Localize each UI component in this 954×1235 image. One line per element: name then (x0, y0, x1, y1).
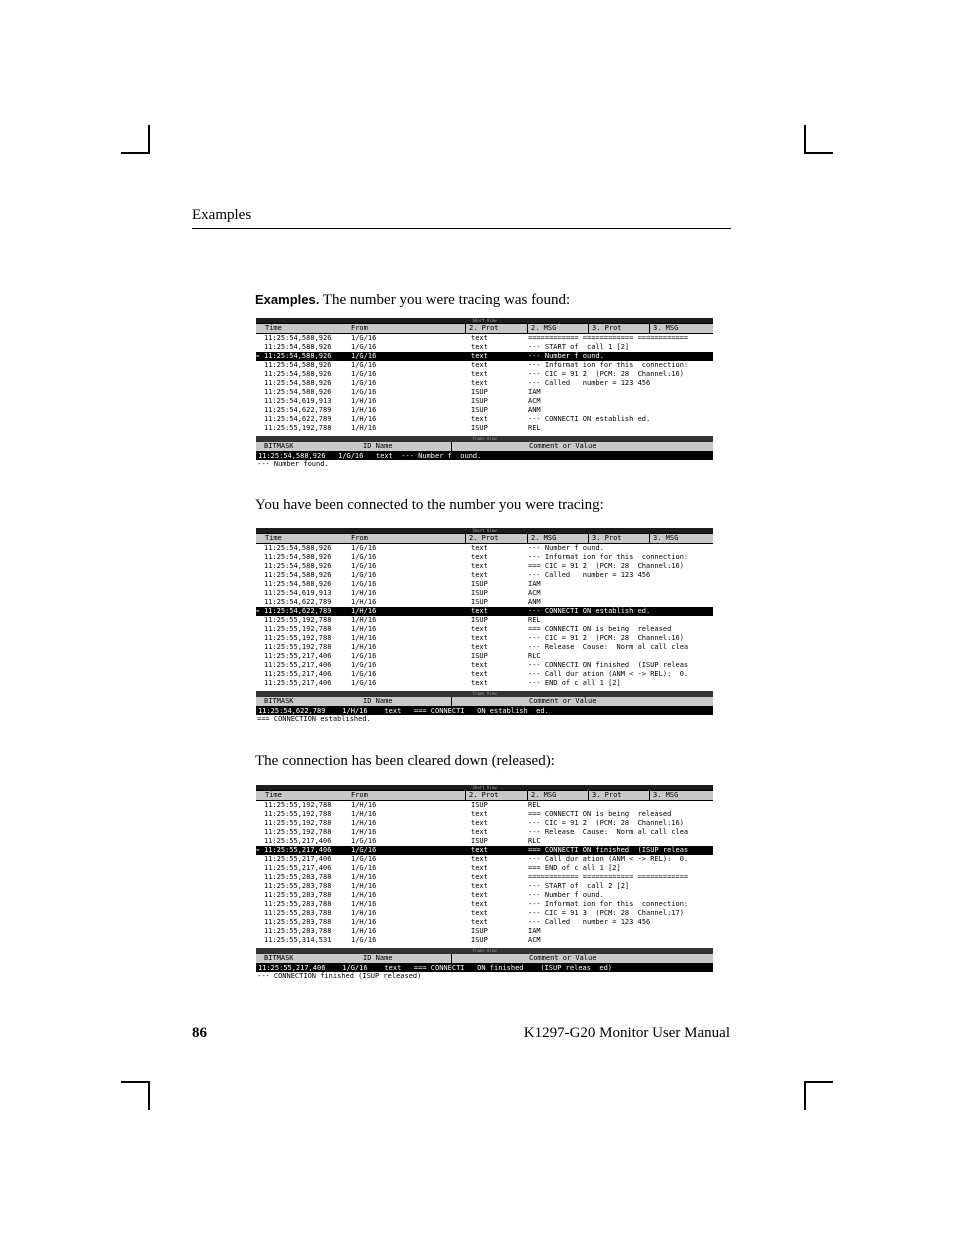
cell-time: 11:25:54,588,926 (264, 370, 332, 378)
cell-msg: REL (528, 616, 541, 624)
frame-view-titlebar: Frame View (256, 691, 713, 697)
cell-from: 1/G/16 (351, 334, 377, 342)
table-row[interactable] (256, 882, 713, 891)
cell-msg: REL (528, 424, 541, 432)
caption-connected: You have been connected to the number you were tracing: (255, 497, 604, 513)
cell-from: 1/H/16 (351, 616, 377, 624)
cell-from: 1/H/16 (351, 397, 377, 405)
cell-time: 11:25:55,192,788 (264, 424, 332, 432)
crop-mark-bottom-right-v (804, 1081, 806, 1110)
cell-prot: text (471, 553, 488, 561)
cell-time: 11:25:55,192,788 (264, 625, 332, 633)
cell-prot: ISUP (471, 397, 488, 405)
cell-prot: text (471, 873, 488, 881)
col-bitmask-header: BITMASK (264, 697, 294, 705)
cell-time: 11:25:55,283,788 (264, 900, 332, 908)
cell-prot: ISUP (471, 652, 488, 660)
cell-time: 11:25:55,217,406 (264, 846, 332, 854)
cell-time: 11:25:55,283,788 (264, 873, 332, 881)
cell-from: 1/G/16 (351, 388, 377, 396)
cell-prot: text (471, 379, 488, 387)
cell-prot: text (471, 810, 488, 818)
cell-from: 1/G/16 (351, 864, 377, 872)
col-msg2-header: 2. MSG (531, 791, 557, 799)
cell-time: 11:25:54,622,789 (264, 607, 332, 615)
cell-time: 11:25:55,217,406 (264, 661, 332, 669)
col-comment-header: Comment or Value (529, 697, 597, 705)
table-row[interactable] (256, 562, 713, 571)
frame-detail-line: === CONNECTION established. (257, 715, 371, 723)
cell-prot: text (471, 846, 488, 854)
cell-msg: --- START of call 2 [2] (528, 882, 630, 890)
cell-prot: ISUP (471, 616, 488, 624)
table-row[interactable] (256, 415, 713, 424)
column-divider (649, 324, 650, 333)
cell-prot: ISUP (471, 424, 488, 432)
cell-prot: text (471, 855, 488, 863)
table-row[interactable] (256, 580, 713, 589)
cell-msg: ============ ============ ============ (528, 334, 689, 342)
cell-prot: ISUP (471, 598, 488, 606)
cell-prot: text (471, 370, 488, 378)
table-row[interactable] (256, 598, 713, 607)
cell-from: 1/G/16 (351, 343, 377, 351)
cell-time: 11:25:55,283,788 (264, 882, 332, 890)
cell-from: 1/G/16 (351, 352, 377, 360)
selection-arrow-icon: ⇒ (255, 352, 260, 360)
table-row[interactable] (256, 828, 713, 837)
cell-prot: text (471, 334, 488, 342)
header-rule (192, 228, 731, 229)
table-row[interactable] (256, 607, 713, 616)
table-row[interactable] (256, 801, 713, 810)
cell-msg: === CONNECTI ON is being released (528, 810, 672, 818)
col-comment-header: Comment or Value (529, 954, 597, 962)
cell-msg: --- CONNECTI ON finished (ISUP releas (528, 661, 689, 669)
cell-time: 11:25:54,588,926 (264, 379, 332, 387)
cell-msg: --- Informat ion for this connection: (528, 553, 689, 561)
table-row[interactable] (256, 846, 713, 855)
cell-from: 1/H/16 (351, 589, 377, 597)
cell-msg: --- CIC = 91 2 (PCM: 28 Channel:16) (528, 634, 684, 642)
caption-intro-text: The number you were tracing was found: (319, 292, 571, 308)
cell-time: 11:25:55,217,406 (264, 864, 332, 872)
cell-prot: text (471, 352, 488, 360)
table-row[interactable] (256, 918, 713, 927)
frame-view-header-row (256, 442, 713, 452)
cell-msg: --- Number f ound. (528, 544, 604, 552)
cell-from: 1/G/16 (351, 661, 377, 669)
cell-prot: ISUP (471, 589, 488, 597)
frame-view-header-row (256, 954, 713, 964)
table-row[interactable] (256, 927, 713, 936)
table-row[interactable] (256, 424, 713, 433)
col-from-header: From (351, 324, 368, 332)
cell-from: 1/G/16 (351, 361, 377, 369)
cell-from: 1/G/16 (351, 379, 377, 387)
cell-prot: text (471, 361, 488, 369)
table-row[interactable] (256, 370, 713, 379)
cell-msg: IAM (528, 927, 541, 935)
cell-prot: text (471, 670, 488, 678)
caption-released: The connection has been cleared down (released): (255, 753, 555, 769)
col-prot3-header: 3. Prot (592, 791, 622, 799)
cell-msg: === CONNECTI ON finished (ISUP releas (528, 846, 689, 854)
cell-msg: ============ ============ ============ (528, 873, 689, 881)
caption-intro (255, 292, 570, 309)
frame-view-header-row (256, 697, 713, 707)
cell-msg: === END of c all 1 [2] (528, 864, 621, 872)
cell-prot: text (471, 607, 488, 615)
cell-msg: --- END of c all 1 [2] (528, 679, 621, 687)
crop-mark-top-right-v (804, 125, 806, 154)
cell-msg: --- CONNECTI ON establish ed. (528, 415, 651, 423)
table-row[interactable] (256, 855, 713, 864)
cell-time: 11:25:54,588,926 (264, 334, 332, 342)
cell-from: 1/G/16 (351, 370, 377, 378)
cell-from: 1/H/16 (351, 828, 377, 836)
cell-msg: ACM (528, 397, 541, 405)
table-row[interactable] (256, 810, 713, 819)
column-divider (451, 442, 452, 451)
cell-from: 1/H/16 (351, 891, 377, 899)
selection-arrow-icon: ⇒ (255, 846, 260, 854)
cell-prot: text (471, 864, 488, 872)
cell-prot: text (471, 343, 488, 351)
column-divider (649, 791, 650, 800)
cell-from: 1/H/16 (351, 607, 377, 615)
cell-from: 1/G/16 (351, 580, 377, 588)
cell-msg: --- Call dur ation (ANM < -> REL): 0. (528, 855, 689, 863)
table-row[interactable] (256, 936, 713, 945)
frame-detail-line: --- Number found. (257, 460, 329, 468)
cell-msg: --- Called number = 123 456 (528, 571, 651, 579)
cell-from: 1/H/16 (351, 909, 377, 917)
selection-arrow-icon: ⇒ (255, 607, 260, 615)
table-row[interactable] (256, 388, 713, 397)
cell-prot: text (471, 819, 488, 827)
cell-prot: text (471, 562, 488, 570)
cell-time: 11:25:55,283,788 (264, 918, 332, 926)
page-number: 86 (192, 1025, 207, 1041)
cell-msg: --- Called number = 123 456 (528, 379, 651, 387)
cell-msg: --- Informat ion for this connection: (528, 361, 689, 369)
crop-mark-top-left-h (121, 152, 150, 154)
cell-from: 1/H/16 (351, 801, 377, 809)
col-time-header: Time (265, 534, 282, 542)
table-row[interactable] (256, 553, 713, 562)
cell-time: 11:25:55,192,788 (264, 810, 332, 818)
cell-msg: --- CIC = 91 2 (PCM: 28 Channel:16) (528, 819, 684, 827)
cell-from: 1/G/16 (351, 544, 377, 552)
cell-time: 11:25:55,192,788 (264, 819, 332, 827)
column-divider (465, 534, 466, 543)
cell-msg: --- Called number = 123 456 (528, 918, 651, 926)
cell-prot: text (471, 918, 488, 926)
col-msg3-header: 3. MSG (653, 791, 679, 799)
cell-from: 1/G/16 (351, 679, 377, 687)
cell-time: 11:25:54,588,926 (264, 388, 332, 396)
cell-msg: === CONNECTI ON is being released (528, 625, 672, 633)
col-bitmask-header: BITMASK (264, 442, 294, 450)
cell-prot: ISUP (471, 927, 488, 935)
cell-msg: --- Number f ound. (528, 352, 604, 360)
cell-prot: text (471, 643, 488, 651)
table-row[interactable] (256, 837, 713, 846)
cell-from: 1/H/16 (351, 406, 377, 414)
cell-time: 11:25:55,192,788 (264, 828, 332, 836)
cell-from: 1/H/16 (351, 918, 377, 926)
short-view-titlebar: Short View (256, 318, 713, 323)
cell-time: 11:25:54,622,789 (264, 406, 332, 414)
manual-title: K1297-G20 Monitor User Manual (523, 1025, 730, 1041)
cell-from: 1/G/16 (351, 855, 377, 863)
table-row[interactable] (256, 625, 713, 634)
table-row[interactable] (256, 571, 713, 580)
cell-time: 11:25:54,619,913 (264, 589, 332, 597)
cell-prot: text (471, 882, 488, 890)
cell-from: 1/H/16 (351, 424, 377, 432)
cell-time: 11:25:55,283,788 (264, 909, 332, 917)
cell-time: 11:25:55,217,406 (264, 670, 332, 678)
cell-time: 11:25:55,283,788 (264, 891, 332, 899)
frame-view-titlebar: Frame View (256, 436, 713, 442)
column-divider (451, 697, 452, 706)
cell-msg: RLC (528, 837, 541, 845)
cell-time: 11:25:55,217,406 (264, 837, 332, 845)
cell-time: 11:25:55,192,788 (264, 616, 332, 624)
col-bitmask-header: BITMASK (264, 954, 294, 962)
table-row[interactable] (256, 652, 713, 661)
col-prot3-header: 3. Prot (592, 534, 622, 542)
cell-msg: REL (528, 801, 541, 809)
col-msg2-header: 2. MSG (531, 324, 557, 332)
column-divider (588, 791, 589, 800)
column-header-row (256, 533, 713, 544)
cell-prot: ISUP (471, 801, 488, 809)
frame-view-titlebar: Frame View (256, 948, 713, 954)
cell-prot: ISUP (471, 936, 488, 944)
cell-msg: ACM (528, 589, 541, 597)
col-from-header: From (351, 791, 368, 799)
col-msg3-header: 3. MSG (653, 324, 679, 332)
table-row[interactable] (256, 379, 713, 388)
cell-from: 1/G/16 (351, 553, 377, 561)
cell-time: 11:25:54,622,789 (264, 415, 332, 423)
col-from-header: From (351, 534, 368, 542)
cell-prot: ISUP (471, 837, 488, 845)
column-divider (527, 791, 528, 800)
cell-time: 11:25:55,192,788 (264, 634, 332, 642)
col-msg2-header: 2. MSG (531, 534, 557, 542)
column-divider (527, 534, 528, 543)
crop-mark-bottom-right-h (804, 1081, 833, 1083)
cell-from: 1/G/16 (351, 936, 377, 944)
column-divider (451, 954, 452, 963)
column-divider (588, 324, 589, 333)
column-divider (649, 534, 650, 543)
cell-from: 1/H/16 (351, 625, 377, 633)
cell-prot: text (471, 625, 488, 633)
cell-prot: text (471, 571, 488, 579)
cell-msg: ANM (528, 598, 541, 606)
cell-prot: ISUP (471, 406, 488, 414)
cell-prot: text (471, 900, 488, 908)
crop-mark-bottom-left-v (148, 1081, 150, 1110)
cell-from: 1/H/16 (351, 927, 377, 935)
cell-prot: ISUP (471, 388, 488, 396)
col-prot2-header: 2. Prot (469, 534, 499, 542)
cell-from: 1/G/16 (351, 846, 377, 854)
cell-msg: IAM (528, 580, 541, 588)
table-row[interactable] (256, 634, 713, 643)
table-row[interactable] (256, 670, 713, 679)
cell-from: 1/H/16 (351, 415, 377, 423)
cell-prot: text (471, 544, 488, 552)
table-row[interactable] (256, 819, 713, 828)
cell-from: 1/H/16 (351, 810, 377, 818)
table-row[interactable] (256, 864, 713, 873)
cell-msg: --- CONNECTI ON establish ed. (528, 607, 651, 615)
cell-time: 11:25:55,217,406 (264, 855, 332, 863)
cell-time: 11:25:55,192,788 (264, 643, 332, 651)
cell-prot: text (471, 891, 488, 899)
short-view-titlebar: Short View (256, 528, 713, 533)
decoded-frame-line[interactable]: 11:25:54,588,926 1/G/16 text --- Number f ound. (256, 452, 713, 460)
cell-prot: text (471, 828, 488, 836)
table-row[interactable] (256, 361, 713, 370)
table-row[interactable] (256, 873, 713, 882)
cell-prot: text (471, 415, 488, 423)
cell-from: 1/H/16 (351, 882, 377, 890)
cell-time: 11:25:55,283,788 (264, 927, 332, 935)
cell-time: 11:25:54,588,926 (264, 343, 332, 351)
cell-prot: text (471, 661, 488, 669)
cell-time: 11:25:55,192,788 (264, 801, 332, 809)
col-msg3-header: 3. MSG (653, 534, 679, 542)
cell-time: 11:25:54,588,926 (264, 352, 332, 360)
cell-from: 1/H/16 (351, 819, 377, 827)
table-row[interactable] (256, 679, 713, 688)
cell-time: 11:25:55,217,406 (264, 679, 332, 687)
cell-msg: --- Call dur ation (ANM < -> REL): 0. (528, 670, 689, 678)
table-row[interactable] (256, 343, 713, 352)
cell-msg: --- Number f ound. (528, 891, 604, 899)
cell-time: 11:25:54,588,926 (264, 544, 332, 552)
cell-msg: --- START of call 1 [2] (528, 343, 630, 351)
cell-prot: text (471, 634, 488, 642)
cell-msg: --- Release Cause: Norm al call clea (528, 643, 689, 651)
table-row[interactable] (256, 352, 713, 361)
cell-time: 11:25:55,217,406 (264, 652, 332, 660)
cell-from: 1/H/16 (351, 900, 377, 908)
cell-time: 11:25:54,588,926 (264, 553, 332, 561)
crop-mark-top-right-h (804, 152, 833, 154)
table-row[interactable] (256, 406, 713, 415)
monitor-screen-2 (256, 528, 713, 724)
col-prot2-header: 2. Prot (469, 791, 499, 799)
cell-from: 1/G/16 (351, 670, 377, 678)
cell-from: 1/G/16 (351, 652, 377, 660)
column-divider (465, 791, 466, 800)
table-row[interactable] (256, 661, 713, 670)
cell-time: 11:25:54,588,926 (264, 562, 332, 570)
crop-mark-top-left-v (148, 125, 150, 154)
col-prot3-header: 3. Prot (592, 324, 622, 332)
column-header-row (256, 323, 713, 334)
cell-time: 11:25:54,619,913 (264, 397, 332, 405)
table-row[interactable] (256, 891, 713, 900)
table-row[interactable] (256, 334, 713, 343)
cell-msg: --- CIC = 91 3 (PCM: 28 Channel:17) (528, 909, 684, 917)
col-idname-header: ID Name (363, 442, 393, 450)
caption-intro-label: Examples. (255, 292, 320, 307)
cell-time: 11:25:54,588,926 (264, 571, 332, 579)
cell-from: 1/H/16 (351, 634, 377, 642)
cell-time: 11:25:54,588,926 (264, 580, 332, 588)
cell-from: 1/H/16 (351, 643, 377, 651)
column-divider (588, 534, 589, 543)
col-comment-header: Comment or Value (529, 442, 597, 450)
cell-from: 1/G/16 (351, 837, 377, 845)
col-idname-header: ID Name (363, 954, 393, 962)
column-divider (527, 324, 528, 333)
short-view-titlebar: Short View (256, 785, 713, 790)
cell-time: 11:25:54,622,789 (264, 598, 332, 606)
running-head: Examples (192, 207, 252, 223)
cell-prot: text (471, 679, 488, 687)
col-time-header: Time (265, 324, 282, 332)
cell-msg: --- Informat ion for this connection: (528, 900, 689, 908)
monitor-screen-1 (256, 318, 713, 469)
table-row[interactable] (256, 900, 713, 909)
cell-time: 11:25:55,314,531 (264, 936, 332, 944)
cell-msg: IAM (528, 388, 541, 396)
monitor-screen-3 (256, 785, 713, 981)
cell-msg: --- Release Cause: Norm al call clea (528, 828, 689, 836)
cell-from: 1/H/16 (351, 873, 377, 881)
table-row[interactable] (256, 616, 713, 625)
cell-msg: --- CIC = 91 2 (PCM: 28 Channel:16) (528, 370, 684, 378)
cell-msg: RLC (528, 652, 541, 660)
col-idname-header: ID Name (363, 697, 393, 705)
cell-from: 1/G/16 (351, 562, 377, 570)
table-row[interactable] (256, 544, 713, 553)
crop-mark-bottom-left-h (121, 1081, 150, 1083)
column-divider (465, 324, 466, 333)
table-row[interactable] (256, 397, 713, 406)
cell-from: 1/G/16 (351, 571, 377, 579)
frame-detail-line: --- CONNECTION finished (ISUP released) (257, 972, 422, 980)
col-prot2-header: 2. Prot (469, 324, 499, 332)
table-row[interactable] (256, 909, 713, 918)
cell-time: 11:25:54,588,926 (264, 361, 332, 369)
column-header-row (256, 790, 713, 801)
cell-from: 1/H/16 (351, 598, 377, 606)
decoded-frame-line[interactable]: 11:25:54,622,789 1/H/16 text === CONNECTI ON establish ed. (256, 707, 713, 715)
col-time-header: Time (265, 791, 282, 799)
decoded-frame-line[interactable]: 11:25:55,217,406 1/G/16 text === CONNECTI ON finished (ISUP releas ed) (256, 964, 713, 972)
cell-prot: text (471, 909, 488, 917)
cell-msg: ACM (528, 936, 541, 944)
cell-msg: ANM (528, 406, 541, 414)
cell-prot: ISUP (471, 580, 488, 588)
table-row[interactable] (256, 643, 713, 652)
table-row[interactable] (256, 589, 713, 598)
cell-msg: === CIC = 91 2 (PCM: 28 Channel:16) (528, 562, 684, 570)
